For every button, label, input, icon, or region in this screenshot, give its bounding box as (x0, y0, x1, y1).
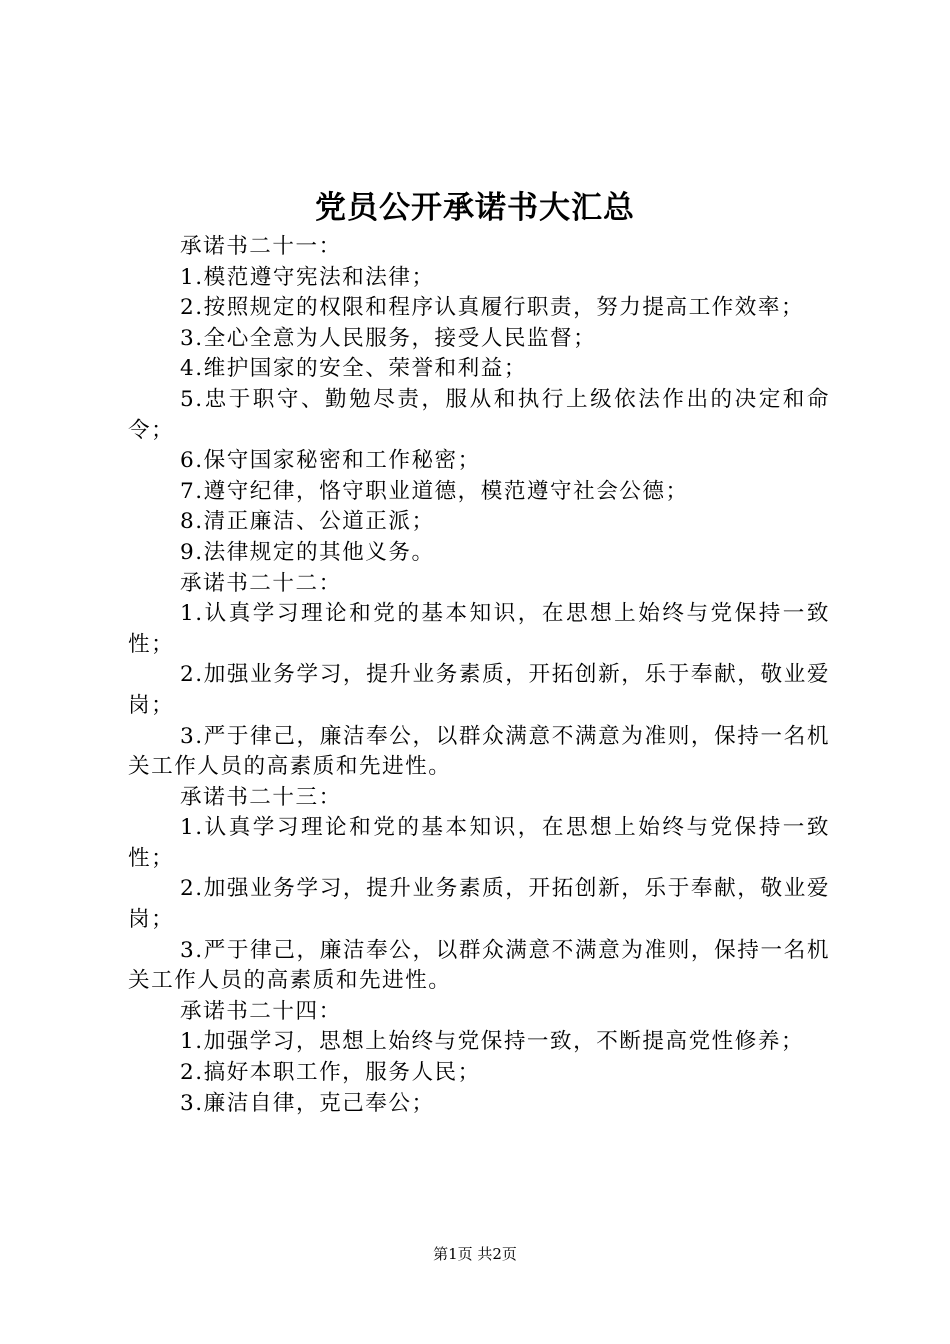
paragraph: 承诺书二十一： (180, 234, 342, 259)
paragraph: 承诺书二十四： (180, 998, 342, 1024)
paragraph: 1.认真学习理论和党的基本知识，在思想上始终与党保持一致性； (128, 601, 830, 657)
document-body (128, 232, 830, 1119)
paragraph: 3.严于律己，廉洁奉公，以群众满意不满意为准则，保持一名机关工作人员的高素质和先进性。 (128, 723, 830, 780)
paragraph: 3.全心全意为人民服务，接受人民监督； (180, 325, 597, 351)
paragraph: 3.严于律己，廉洁奉公，以群众满意不满意为准则，保持一名机关工作人员的高素质和先进性。 (128, 937, 830, 994)
page-footer: 第1页 共2页 (433, 1245, 517, 1263)
paragraph: 2.加强业务学习，提升业务素质，开拓创新，乐于奉献，敬业爱岗； (128, 662, 830, 718)
paragraph: 2.搞好本职工作，服务人民； (180, 1060, 481, 1086)
paragraph: 4.维护国家的安全、荣誉和利益； (180, 356, 527, 382)
paragraph: 3.廉洁自律，克己奉公； (180, 1090, 435, 1116)
document-title: 党员公开承诺书大汇总 (315, 190, 635, 226)
paragraph: 承诺书二十二： (180, 570, 342, 596)
paragraph: 8.清正廉洁、公道正派； (180, 509, 435, 535)
paragraph: 1.模范遵守宪法和法律； (180, 264, 435, 290)
paragraph: 2.按照规定的权限和程序认真履行职责，努力提高工作效率； (180, 295, 805, 321)
paragraph: 6.保守国家秘密和工作秘密； (180, 448, 481, 474)
paragraph: 7.遵守纪律，恪守职业道德，模范遵守社会公德； (180, 478, 689, 504)
paragraph: 2.加强业务学习，提升业务素质，开拓创新，乐于奉献，敬业爱岗； (128, 876, 830, 933)
paragraph: 9.法律规定的其他义务。 (180, 539, 435, 565)
paragraph: 1.认真学习理论和党的基本知识，在思想上始终与党保持一致性； (128, 815, 830, 871)
paragraph: 5.忠于职守、勤勉尽责，服从和执行上级依法作出的决定和命令； (128, 386, 830, 443)
paragraph: 1.加强学习，思想上始终与党保持一致，不断提高党性修养； (180, 1029, 805, 1055)
paragraph: 承诺书二十三： (180, 784, 342, 810)
